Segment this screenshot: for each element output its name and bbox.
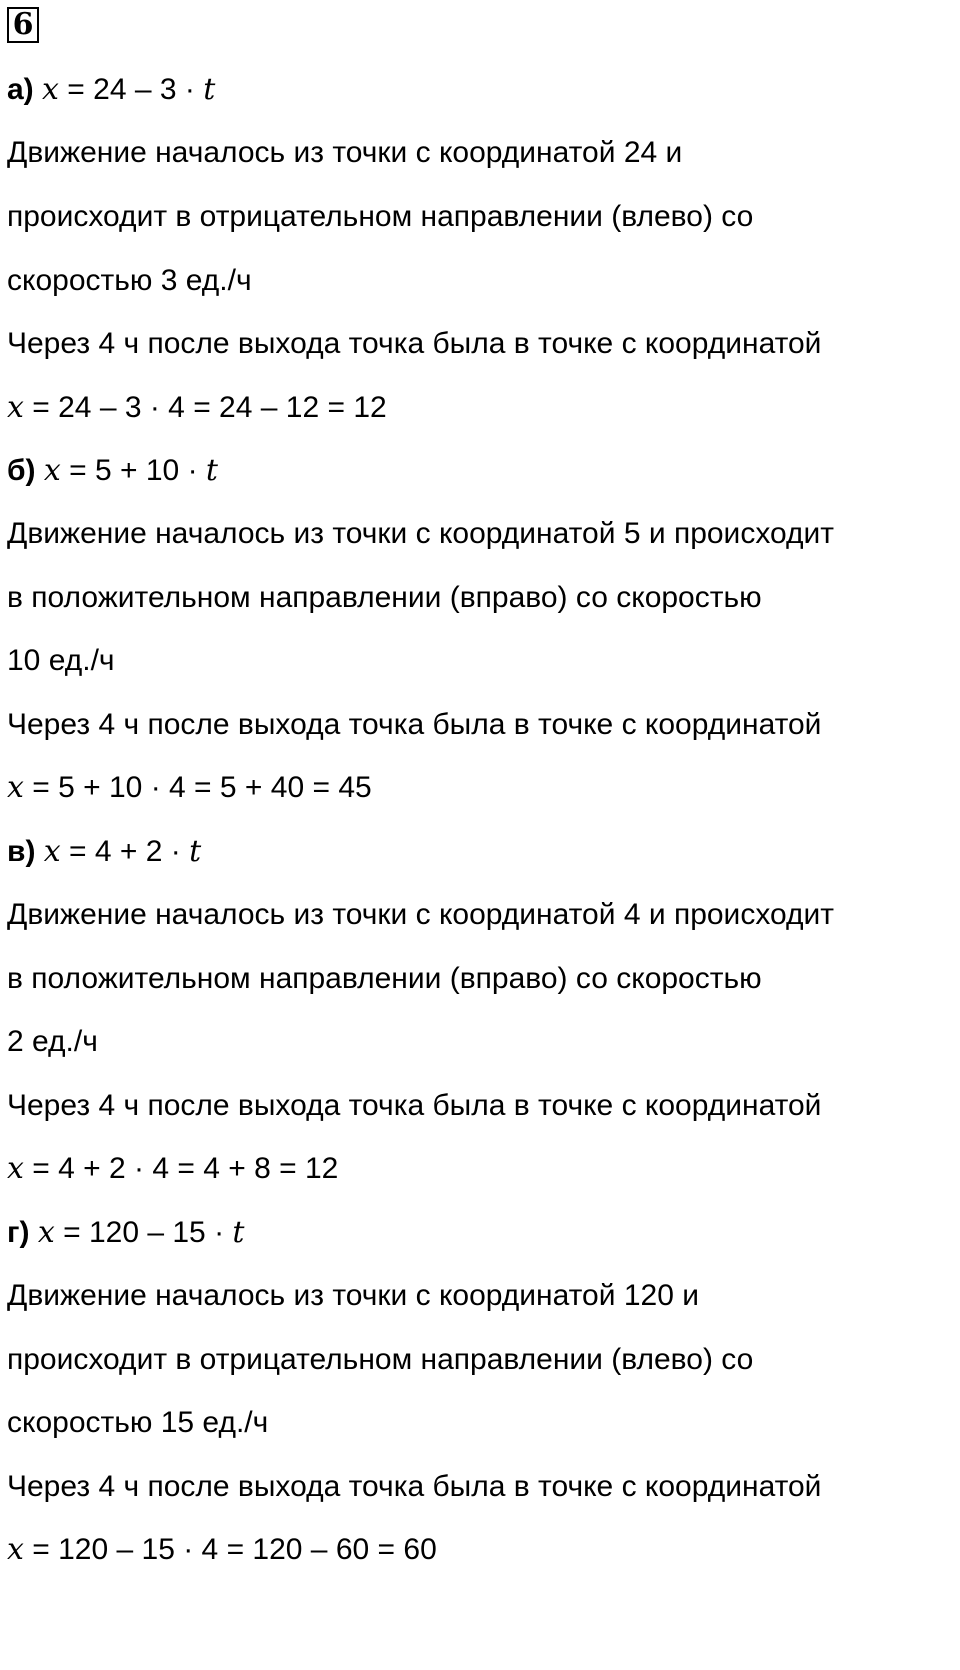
part-a-description-line-1: Движение началось из точки с координатой 24 и	[7, 136, 683, 169]
formula-text: = 4 + 2 ·	[60, 835, 190, 868]
result-text: = 4 + 2 · 4 = 4 + 8 = 12	[23, 1152, 339, 1185]
part-a-result	[7, 388, 387, 428]
part-a-description-line-3: скоростью 3 ед./ч	[7, 264, 252, 297]
variable-x: x	[7, 390, 24, 425]
variable-t: t	[203, 72, 216, 107]
part-c-formula	[7, 832, 201, 872]
formula-text: = 120 – 15 ·	[54, 1216, 233, 1249]
variable-x: x	[43, 453, 61, 488]
part-c-after-text: Через 4 ч после выхода точка была в точке с координатой	[7, 1089, 822, 1122]
variable-t: t	[205, 453, 218, 488]
variable-x: x	[43, 834, 61, 869]
part-b-description-line-2: в положительном направлении (вправо) со скоростью	[7, 581, 762, 614]
part-d-description-line-3: скоростью 15 ед./ч	[7, 1406, 269, 1439]
part-c-label: в)	[7, 835, 36, 868]
part-a-label: а)	[7, 73, 34, 106]
part-d-result	[7, 1530, 437, 1570]
part-d-label: г)	[7, 1216, 30, 1249]
part-c-result	[7, 1149, 338, 1189]
result-text: = 24 – 3 · 4 = 24 – 12 = 12	[23, 391, 387, 424]
part-d-description-line-1: Движение началось из точки с координатой 120 и	[7, 1279, 699, 1312]
part-b-description-line-1: Движение началось из точки с координатой 5 и происходит	[7, 517, 835, 550]
part-d-formula	[7, 1213, 244, 1253]
result-text: = 120 – 15 · 4 = 120 – 60 = 60	[23, 1533, 437, 1566]
part-c-description-line-3: 2 ед./ч	[7, 1025, 98, 1058]
part-c-description-line-2: в положительном направлении (вправо) со скоростью	[7, 962, 762, 995]
part-a-description-line-2: происходит в отрицательном направлении (влево) со	[7, 200, 754, 233]
part-a-formula	[7, 70, 215, 110]
formula-text: = 24 – 3 ·	[58, 73, 204, 106]
part-b-description-line-3: 10 ед./ч	[7, 644, 115, 677]
part-b-after-text: Через 4 ч после выхода точка была в точке с координатой	[7, 708, 822, 741]
variable-x: x	[7, 1532, 24, 1567]
part-c-description-line-1: Движение началось из точки с координатой 4 и происходит	[7, 898, 835, 931]
variable-x: x	[42, 72, 59, 107]
part-b-label: б)	[7, 454, 36, 487]
part-b-result	[7, 768, 372, 808]
part-b-formula	[7, 451, 218, 491]
variable-x: x	[37, 1215, 55, 1250]
variable-x: x	[7, 770, 24, 805]
result-text: = 5 + 10 · 4 = 5 + 40 = 45	[23, 771, 372, 804]
part-d-description-line-2: происходит в отрицательном направлении (влево) со	[7, 1343, 754, 1376]
task-number-badge: 6	[7, 7, 39, 43]
formula-text: = 5 + 10 ·	[60, 454, 206, 487]
part-a-after-text: Через 4 ч после выхода точка была в точке с координатой	[7, 327, 822, 360]
variable-t: t	[232, 1215, 245, 1250]
variable-t: t	[189, 834, 202, 869]
variable-x: x	[7, 1151, 24, 1186]
part-d-after-text: Через 4 ч после выхода точка была в точке с координатой	[7, 1470, 822, 1503]
